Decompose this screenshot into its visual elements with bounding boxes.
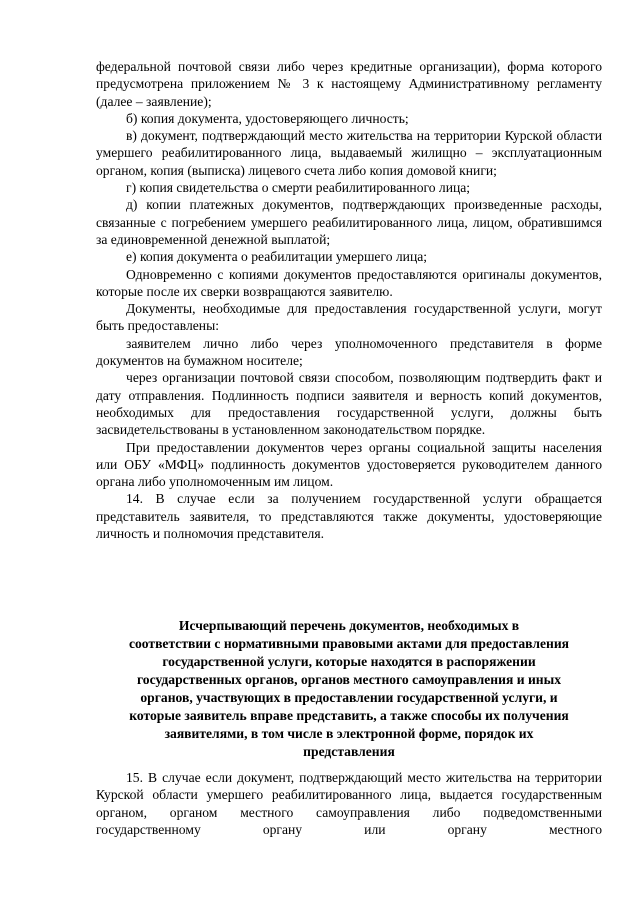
heading-line: которые заявитель вправе представить, а также способы их получения [129,708,569,723]
heading-line: заявителями, в том числе в электронной форме, порядок их [164,726,534,741]
paragraph-in-person: заявителем лично либо через уполномоченного представителя в форме документов на бумажном носителе; [96,335,602,369]
list-item-b: б) копия документа, удостоверяющего личность; [126,110,409,126]
list-item-e: е) копия документа о реабилитации умершего лица; [126,249,428,265]
paragraph-14-representative: 14. В случае если за получением государственной услуги обращается представитель заявителя, то представляются также документы, удостоверяющие личность и полномочия представителя. [96,491,602,542]
paragraph-by-post: через организации почтовой связи способом, позволяющим подтвердить факт и дату отправления. Подлинность подписи заявителя и верность копий документов, необходимых для предоставления государственной услуги, должны быть засвидетельствованы в установленном законодательством порядке. [96,370,602,438]
paragraph-submission-ways: Документы, необходимые для предоставления государственной услуги, могут быть предоставлены: [96,301,602,334]
heading-line: соответствии с нормативными правовыми актами для предоставления [128,636,570,651]
list-item-g: г) копия свидетельства о смерти реабилитированного лица; [126,180,471,196]
heading-line: представления [303,744,395,759]
heading-line: органов, участвующих в предоставлении государственной услуги, и [140,690,558,705]
paragraph-15: 15. В случае если документ, подтверждающий место жительства на территории Курской области умершего реабилитированного лица, выдается государственным органом, органом местного самоуправления либо подведомственными государственному органу или органу местного [96,770,602,837]
body-text-block-2 [96,769,602,838]
list-item-d: д) копии платежных документов, подтверждающих произведенные расходы, связанные с погребением умершего реабилитированного лица, лицом, обратившимся за единовременной денежной выплатой; [96,197,602,247]
heading-line: государственных органов, органов местного самоуправления и иных [136,672,562,687]
paragraph-application-form: федеральной почтовой связи либо через кредитные организации), форма которого предусмотрена приложением № 3 к настоящему Административному регламенту (далее – заявление); [96,59,602,109]
heading-line: Исчерпывающий перечень документов, необходимых в [178,618,520,633]
heading-line: государственной услуги, которые находятся в распоряжении [162,654,536,669]
list-item-v: в) документ, подтверждающий место жительства на территории Курской области умершего реабилитированного лица, выдаваемый жилищно – эксплуатационным органом, копия (выписка) лицевого счета либо копия домовой книги; [96,128,602,178]
body-text-block [96,58,602,542]
section-heading [96,617,602,761]
paragraph-originals: Одновременно с копиями документов предоставляются оригиналы документов, которые после их сверки возвращаются заявителю. [96,266,602,299]
paragraph-mfc: При предоставлении документов через органы социальной защиты населения или ОБУ «МФЦ» подлинность документов удостоверяется руководителем данного органа либо уполномоченным им лицом. [96,439,602,490]
